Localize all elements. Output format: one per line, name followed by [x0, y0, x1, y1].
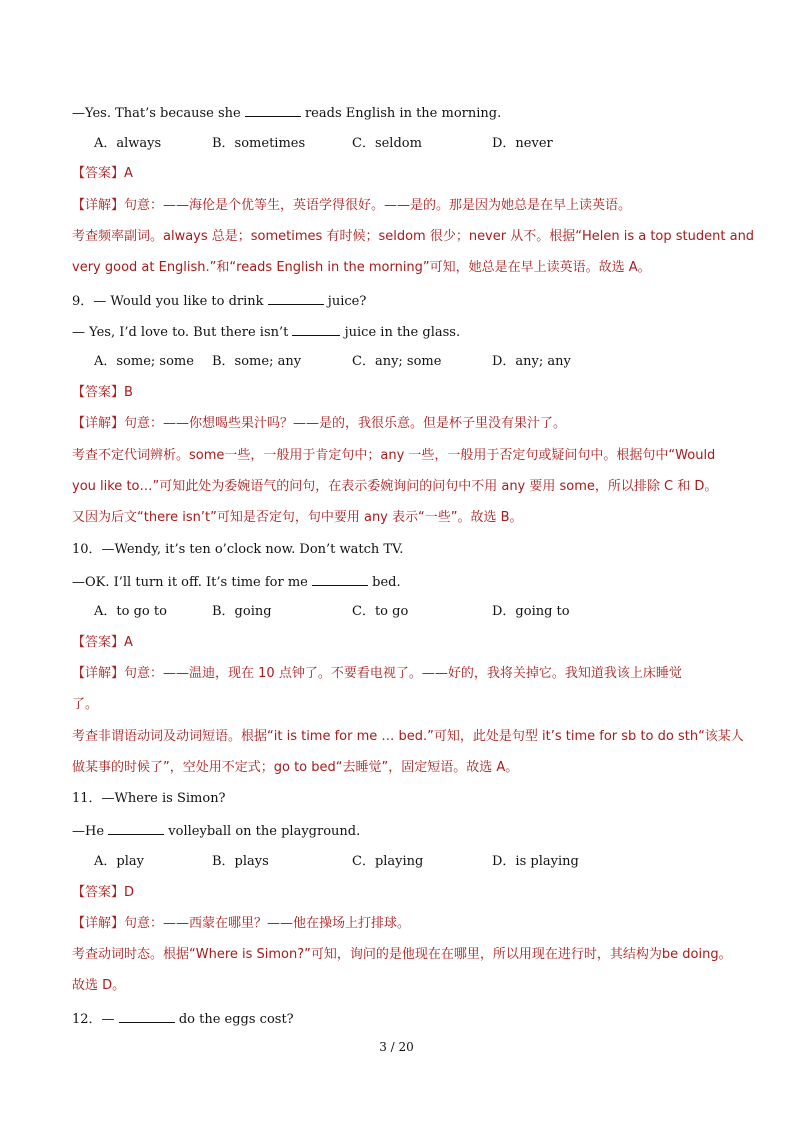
q10-question-line-2 [72, 573, 401, 591]
q11-detail-2: 考查动词时态。根据“Where is Simon?”可知，询问的是他现在在哪里，所以用现在进行时，其结构为be doing。 [72, 947, 732, 962]
detail-tag: 【详解】 [72, 666, 125, 681]
q11-detail-3: 故选 D。 [72, 978, 126, 993]
answer-tag: 【答案】 [72, 166, 125, 181]
q12-text-b: do the eggs cost? [174, 1012, 294, 1027]
answer-value: B [124, 385, 133, 400]
q8-option-d: D．never [492, 136, 553, 151]
q11-detail-1 [72, 916, 410, 932]
q11-answer [72, 885, 134, 901]
q9-text-c: — Yes, I’d love to. But there isn’t [72, 325, 293, 340]
q10-answer [72, 635, 133, 651]
q9-detail-1 [72, 416, 566, 432]
detail-tag: 【详解】 [72, 416, 125, 431]
q8-answer-line [72, 104, 501, 122]
q11-text-b: volleyball on the playground. [164, 824, 361, 839]
q11-options [94, 854, 579, 870]
q8-option-b: B．sometimes [212, 136, 306, 151]
q8-detail-1 [72, 198, 631, 214]
q9-text-d: juice in the glass. [340, 325, 461, 340]
q10-text-b: bed. [368, 575, 401, 590]
q11-question-line-2 [72, 822, 360, 840]
q11-question-line-1: 11．—Where is Simon? [72, 791, 226, 806]
q8-text-b: reads English in the morning. [300, 106, 502, 121]
q8-detail-3: very good at English.”和“reads English in the morning”可知，她总是在早上读英语。故选 A。 [72, 260, 651, 275]
q10-text-a: —OK. I’ll turn it off. It’s time for me [72, 575, 313, 590]
detail-tag: 【详解】 [72, 198, 125, 213]
q8-options [94, 136, 553, 152]
q9-blank-2 [292, 323, 340, 336]
q8-blank [245, 104, 301, 117]
q10-question-line-1: 10．—Wendy, it’s ten o’clock now. Don’t watch TV. [72, 542, 404, 557]
page-number: 3 / 20 [379, 1040, 414, 1054]
detail-text: 句意：——你想喝些果汁吗？——是的，我很乐意。但是杯子里没有果汁了。 [124, 416, 567, 431]
q10-detail-1 [72, 666, 682, 682]
answer-value: D [124, 885, 135, 900]
q9-detail-4: 又因为后文“there isn’t”可知是否定句，句中要用 any 表示“一些”。故选 B。 [72, 510, 523, 525]
answer-tag: 【答案】 [72, 385, 125, 400]
q9-question-line-1 [72, 292, 366, 310]
q10-options [94, 604, 570, 620]
q9-detail-2: 考查不定代词辨析。some一些，一般用于肯定句中；any 一些，一般用于否定句或疑问句中。根据句中“Would [72, 448, 716, 463]
q9-options [94, 354, 571, 370]
q10-detail-2: 考查非谓语动词及动词短语。根据“it is time for me … bed.”可知，此处是句型 it’s time for sb to do sth“该某人 [72, 729, 744, 744]
q9-option-d: D．any; any [492, 354, 571, 369]
q8-option-c: C．seldom [352, 136, 422, 151]
q10-blank [312, 573, 368, 586]
q11-option-c: C．playing [352, 854, 424, 869]
q10-option-a: A．to go to [94, 604, 167, 619]
detail-tag: 【详解】 [72, 916, 125, 931]
detail-text: 句意：——西蒙在哪里？——他在操场上打排球。 [124, 916, 411, 931]
q8-answer [72, 166, 133, 182]
q12-text-a: 12．— [72, 1012, 119, 1027]
q9-text-a: 9．— Would you like to drink [72, 294, 268, 309]
answer-value: A [124, 635, 133, 650]
q8-option-a: A．always [94, 136, 162, 151]
detail-text: 句意：——海伦是个优等生，英语学得很好。——是的。那是因为她总是在早上读英语。 [124, 198, 632, 213]
q10-detail-1b: 了。 [72, 697, 99, 712]
q9-option-c: C．any; some [352, 354, 442, 369]
answer-tag: 【答案】 [72, 635, 125, 650]
q9-option-a: A．some; some [94, 354, 194, 369]
detail-text: 句意：——温迪，现在 10 点钟了。不要看电视了。——好的，我将关掉它。我知道我该上床睡觉 [124, 666, 682, 681]
q8-text-a: —Yes. That’s because she [72, 106, 245, 121]
q9-blank-1 [268, 292, 324, 305]
q11-option-a: A．play [94, 854, 144, 869]
q11-option-b: B．plays [212, 854, 269, 869]
q9-option-b: B．some; any [212, 354, 302, 369]
answer-tag: 【答案】 [72, 885, 125, 900]
answer-value: A [124, 166, 133, 181]
q11-text-a: —He [72, 824, 109, 839]
q10-option-b: B．going [212, 604, 272, 619]
q11-blank [108, 822, 164, 835]
q10-option-d: D．going to [492, 604, 570, 619]
q10-option-c: C．to go [352, 604, 409, 619]
q8-detail-2: 考查频率副词。always 总是；sometimes 有时候；seldom 很少；never 从不。根据“Helen is a top student and [72, 229, 755, 244]
q9-question-line-2 [72, 323, 460, 341]
q11-option-d: D．is playing [492, 854, 579, 869]
q9-answer [72, 385, 133, 401]
q9-detail-3: you like to…”可知此处为委婉语气的问句，在表示委婉询问的问句中不用 any 要用 some，所以排除 C 和 D。 [72, 479, 718, 494]
q9-text-b: juice? [323, 294, 367, 309]
q12-blank [119, 1010, 175, 1023]
q10-detail-3: 做某事的时候了”，空处用不定式；go to bed“去睡觉”，固定短语。故选 A。 [72, 760, 519, 775]
q12-question-line-1 [72, 1010, 294, 1028]
